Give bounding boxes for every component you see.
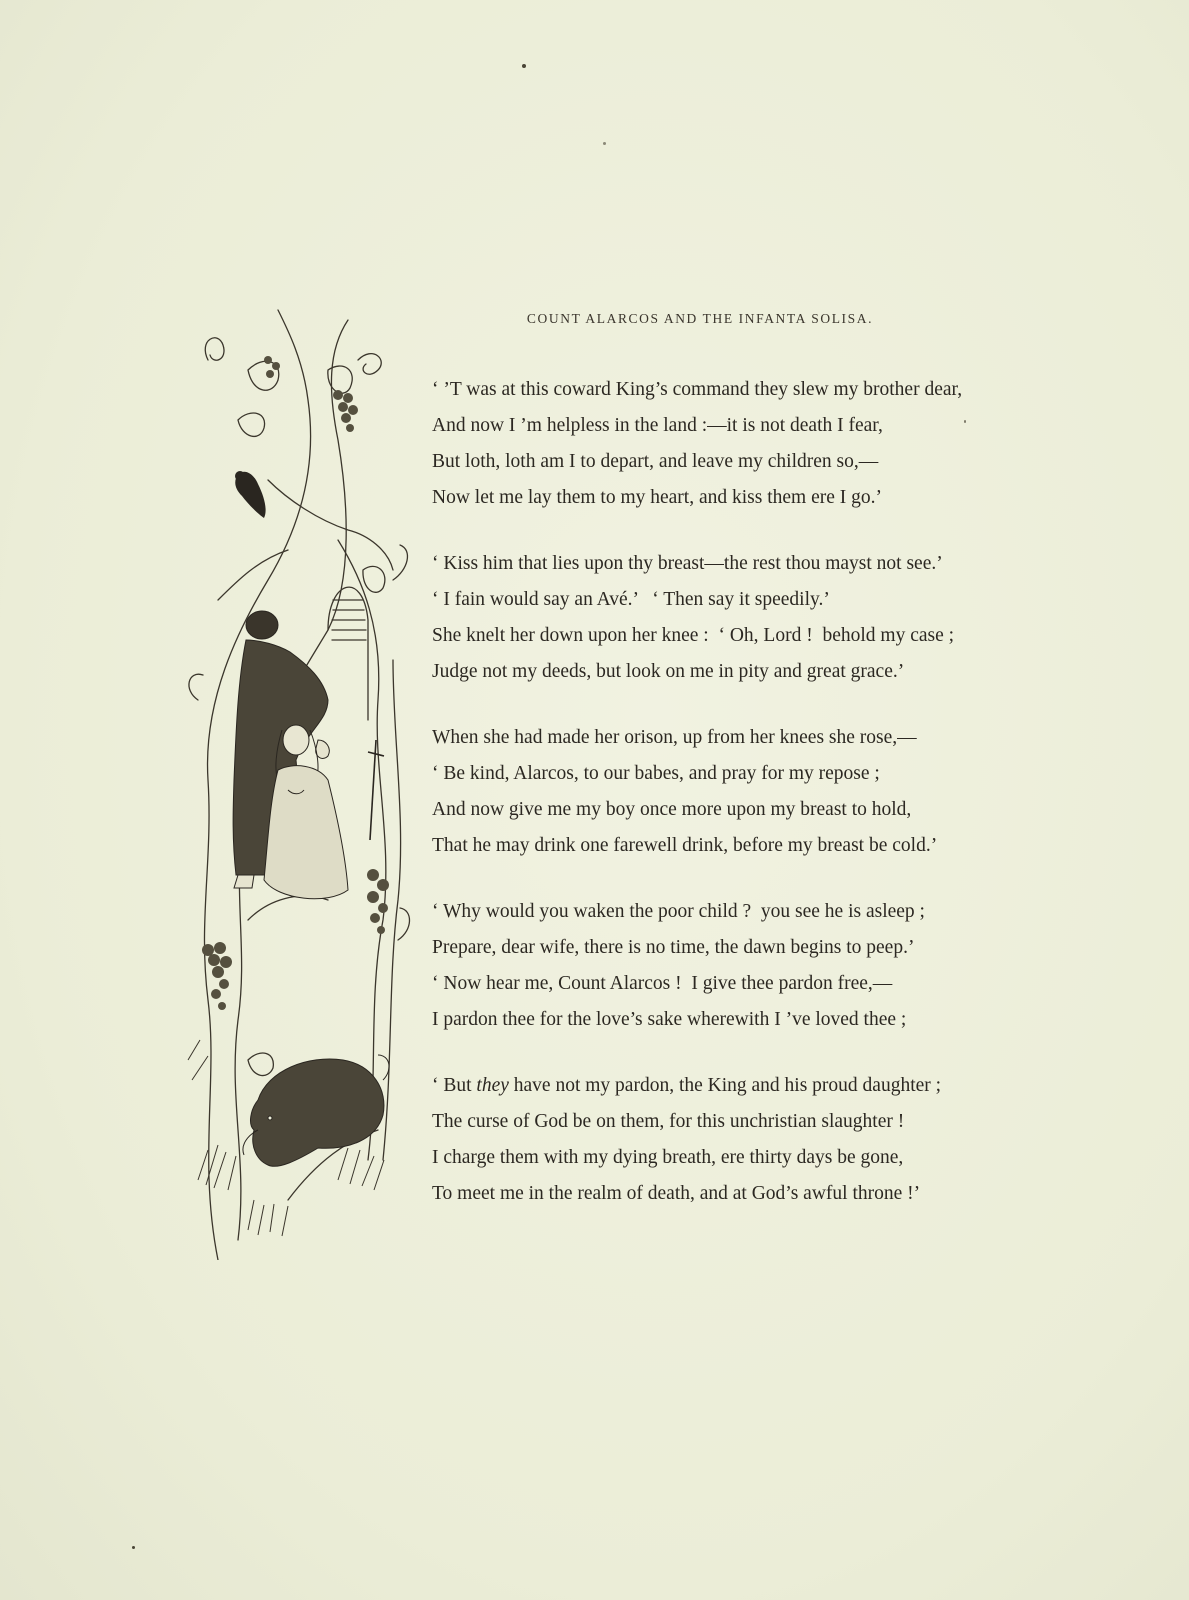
stanza-1	[432, 372, 1052, 516]
poem-line: And now give me my boy once more upon my breast to hold,	[432, 799, 912, 820]
poem-line: And now I ’m helpless in the land :—it is not death I fear,	[432, 415, 883, 436]
poem-body	[432, 372, 1052, 1242]
speck	[522, 64, 526, 68]
speck	[132, 1546, 135, 1549]
poem-line: Judge not my deeds, but look on me in pity and great grace.’	[432, 661, 905, 682]
poem-line: Now let me lay them to my heart, and kiss them ere I go.’	[432, 487, 883, 508]
poem-line: ‘ Now hear me, Count Alarcos ! I give thee pardon free,—	[432, 973, 893, 994]
poem-line	[432, 1068, 1052, 1104]
poem-line: I pardon thee for the love’s sake wherewith I ’ve loved thee ;	[432, 1009, 907, 1030]
poem-line: That he may drink one farewell drink, before my breast be cold.’	[432, 835, 938, 856]
running-title: COUNT ALARCOS AND THE INFANTA SOLISA.	[526, 311, 874, 326]
poem-line: Prepare, dear wife, there is no time, the dawn begins to peep.’	[432, 937, 915, 958]
line-prefix: ‘ But	[432, 1075, 477, 1096]
italic-word: they	[476, 1075, 509, 1096]
poem-line: She knelt her down upon her knee : ‘ Oh, Lord ! behold my case ;	[432, 625, 955, 646]
stanza-4	[432, 894, 1052, 1038]
poem-line: To meet me in the realm of death, and at God’s awful throne !’	[432, 1183, 921, 1204]
engraving-illustration	[178, 300, 418, 1260]
stanza-2	[432, 546, 1052, 690]
poem-line: ‘ ’T was at this coward King’s command they slew my brother dear,	[432, 379, 963, 400]
line-suffix: have not my pardon, the King and his proud daughter ;	[508, 1075, 942, 1096]
stanza-5	[432, 1068, 1052, 1212]
poem-line: ‘ Kiss him that lies upon thy breast—the rest thou mayst not see.’	[432, 553, 943, 574]
poem-line: The curse of God be on them, for this unchristian slaughter !	[432, 1111, 905, 1132]
poem-line: ‘ Be kind, Alarcos, to our babes, and pray for my repose ;	[432, 763, 880, 784]
stanza-3	[432, 720, 1052, 864]
poem-line: ‘ I fain would say an Avé.’ ‘ Then say it speedily.’	[432, 589, 830, 610]
poem-line: But loth, loth am I to depart, and leave my children so,—	[432, 451, 879, 472]
poem-line: ‘ Why would you waken the poor child ? you see he is asleep ;	[432, 901, 925, 922]
speck	[603, 142, 606, 145]
poem-line: I charge them with my dying breath, ere thirty days be gone,	[432, 1147, 904, 1168]
poem-line: When she had made her orison, up from her knees she rose,—	[432, 727, 917, 748]
